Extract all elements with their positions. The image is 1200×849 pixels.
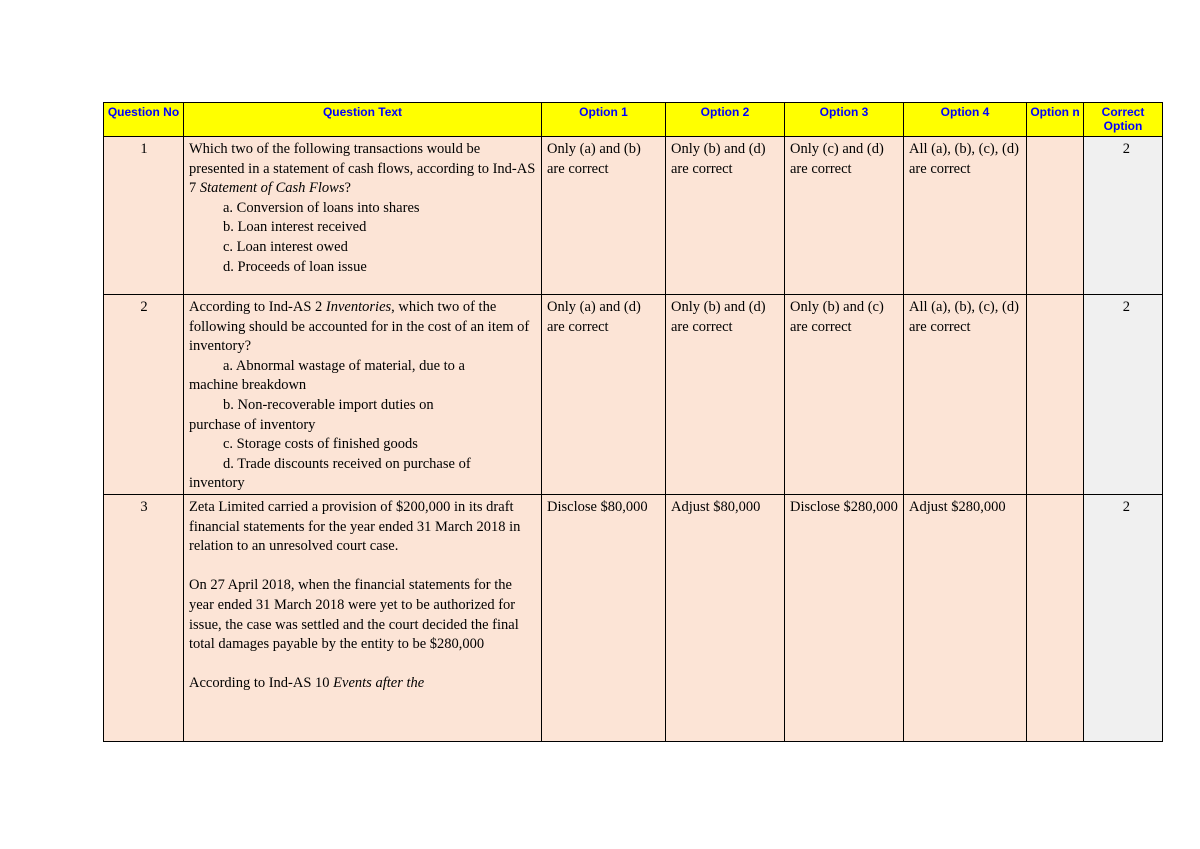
- question-text: [184, 137, 542, 295]
- question-text-part: ?: [344, 180, 351, 197]
- list-item-continuation: inventory: [189, 475, 245, 492]
- option-1: Disclose $80,000: [542, 494, 666, 741]
- header-question-text: Question Text: [184, 103, 542, 137]
- question-text: [184, 494, 542, 741]
- question-text-italic: Statement of Cash Flows: [199, 180, 345, 197]
- option-4: All (a), (b), (c), (d) are correct: [904, 137, 1027, 295]
- header-row: [104, 103, 1163, 137]
- question-no: 2: [104, 295, 184, 495]
- option-1: Only (a) and (b) are correct: [542, 137, 666, 295]
- option-2: Only (b) and (d) are correct: [666, 137, 785, 295]
- question-text-part: , which two of the following should be accounted for in the cost of an item of inventory?: [189, 299, 530, 355]
- question-paragraph: Zeta Limited carried a provision of $200,000 in its draft financial statements for the year ended 31 March 2018 in relation to an unresolved court case.: [189, 498, 521, 555]
- list-item: d. Proceeds of loan issue: [223, 258, 367, 275]
- header-question-no: Question No: [104, 103, 184, 137]
- question-no: 3: [104, 494, 184, 741]
- questions-table: [103, 102, 1163, 742]
- table-row: [104, 494, 1163, 741]
- question-text-italic: Inventories: [325, 299, 392, 315]
- option-2: Adjust $80,000: [666, 494, 785, 741]
- option-3: Only (c) and (d) are correct: [785, 137, 904, 295]
- paragraph-gap: [189, 557, 537, 577]
- header-option-3: Option 3: [785, 103, 904, 137]
- option-n: [1027, 137, 1084, 295]
- correct-option: 2: [1084, 494, 1163, 741]
- question-text-part: Which two of the following transactions would be presented in a statement of cash flows, according to Ind-AS 7: [189, 141, 536, 197]
- question-text-part: According to Ind-AS 10: [189, 675, 334, 692]
- option-2: Only (b) and (d) are correct: [666, 295, 785, 495]
- question-text: [184, 295, 542, 495]
- header-option-4: Option 4: [904, 103, 1027, 137]
- header-option-2: Option 2: [666, 103, 785, 137]
- list-item: b. Loan interest received: [223, 219, 367, 236]
- correct-option: 2: [1084, 295, 1163, 495]
- list-item: a. Conversion of loans into shares: [223, 199, 420, 216]
- list-item-continuation: purchase of inventory: [189, 416, 316, 433]
- table-row: [104, 295, 1163, 495]
- question-text-italic: Events after the: [333, 675, 425, 692]
- list-item: d. Trade discounts received on purchase of: [223, 455, 471, 472]
- paragraph-gap: [189, 655, 537, 675]
- header-correct-option: Correct Option: [1084, 103, 1163, 137]
- option-1: Only (a) and (d) are correct: [542, 295, 666, 495]
- correct-option: 2: [1084, 137, 1163, 295]
- question-paragraph: On 27 April 2018, when the financial statements for the year ended 31 March 2018 were yet to be authorized for issue, the case was settled and the court decided the final total damages payable by the entity to be $280,000: [189, 577, 519, 653]
- header-option-n: Option n: [1027, 103, 1084, 137]
- option-3: Only (b) and (c) are correct: [785, 295, 904, 495]
- option-n: [1027, 295, 1084, 495]
- list-item: c. Storage costs of finished goods: [223, 436, 418, 453]
- list-item: a. Abnormal wastage of material, due to a: [223, 357, 465, 374]
- list-item: c. Loan interest owed: [223, 238, 348, 255]
- list-item: b. Non-recoverable import duties on: [223, 396, 434, 413]
- list-item-continuation: machine breakdown: [189, 377, 307, 394]
- option-4: All (a), (b), (c), (d) are correct: [904, 295, 1027, 495]
- question-no: 1: [104, 137, 184, 295]
- option-3: Disclose $280,000: [785, 494, 904, 741]
- table-row: [104, 137, 1163, 295]
- option-4: Adjust $280,000: [904, 494, 1027, 741]
- header-option-1: Option 1: [542, 103, 666, 137]
- option-n: [1027, 494, 1084, 741]
- question-text-part: According to Ind-AS 2: [189, 299, 326, 315]
